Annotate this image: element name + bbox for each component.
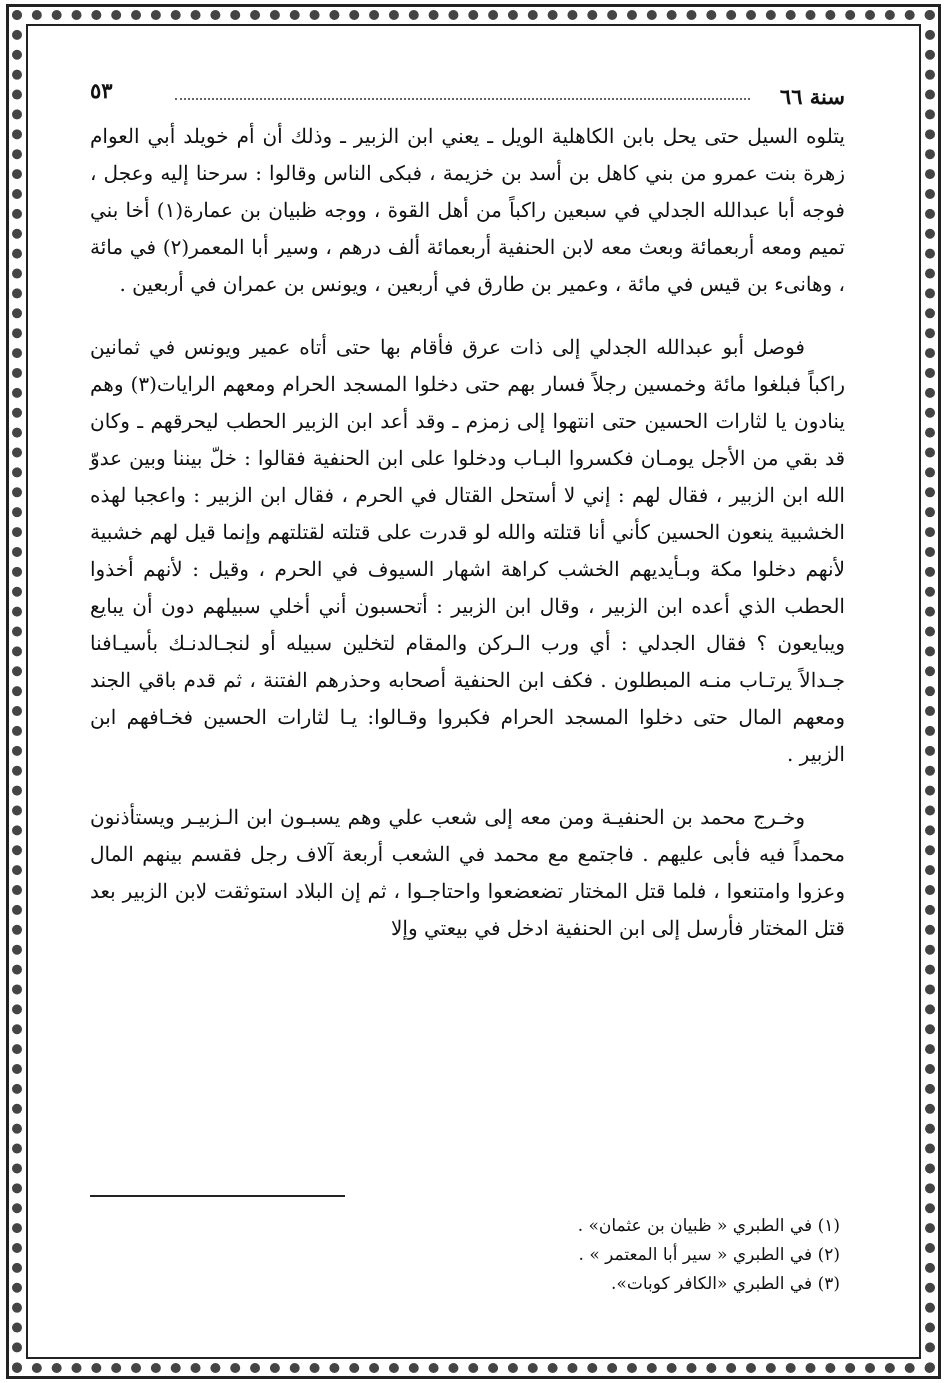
- footnotes: [340, 1212, 840, 1299]
- footnote-separator: [90, 1195, 345, 1197]
- page-number: ٥٣: [90, 78, 113, 103]
- footnote-3: (٣) في الطبري «الكافر كوبات».: [611, 1274, 840, 1294]
- running-header: [90, 78, 845, 118]
- page-content: [90, 78, 845, 973]
- paragraph-1: يتلوه السيل حتى يحل بابن الكاهلية الويل ـ يعني ابن الزبير ـ وذلك أن أم خويلد أبي العوام زهرة بنت عمرو من بني كاهل بن أسد بن خزيمة ، فبكى الناس وقالوا : سرحنا إليه وعجل ، فوجه أبا عبدالله الجدلي في سبعين راكباً من أهل القوة ، ووجه ظبيان بن عمارة(١) أخا بني تميم ومعه أربعمائة وبعث معه لابن الحنفية أربعمائة ألف درهم ، وسير أبا المعمر(٢) في مائة ، وهانىء بن قيس في مائة ، وعمير بن طارق في أربعين ، ويونس بن عمران في أربعين .: [90, 124, 846, 296]
- header-year-label: سنة ٦٦: [779, 84, 845, 109]
- paragraph-3: وخـرج محمد بن الحنفيـة ومن معه إلى شعب علي وهم يسبـون ابن الـزبيـر ويستأذنون محمداً فيه فأبى عليهم . فاجتمع مع محمد في الشعب أربعة آلاف رجل فقسم بينهم المال وعزوا وامتنعوا ، فلما قتل المختار تضعضعوا واحتاجـوا ، ثم إن البلاد استوثقت لابن الزبير بعد قتل المختار فأرسل إلى ابن الحنفية ادخل في بيعتي وإلا: [90, 805, 845, 940]
- header-dotted-leader: [175, 98, 750, 100]
- footnote-1: (١) في الطبري « ظبيان بن عثمان» .: [577, 1216, 840, 1236]
- paragraph-2: فوصل أبو عبدالله الجدلي إلى ذات عرق فأقام بها حتى أتاه عمير ويونس في ثمانين راكباً فبلغوا مائة وخمسين رجلاً فسار بهم حتى دخلوا المسجد الحرام ومعهم الرايات(٣) وهم ينادون يا لثارات الحسين حتى انتهوا إلى زمزم ـ وقد أعد ابن الزبير الحطب ليحرقهم ـ وكان قد بقي من الأجل يومـان فكسروا البـاب ودخلوا على ابن الحنفية فقالوا : خلّ بيننا وبين عدوّ الله ابن الزبير ، فقال لهم : إني لا أستحل القتال في الحرم ، فقال ابن الزبير : واعجبا لهذه الخشبية ينعون الحسين كأني أنا قتلته والله لو قدرت على قتلته لقتلتهم وإنما قيل لهم خشبية لأنهم دخلوا مكة وبـأيديهم الخشب كراهة اشهار السيوف في الحرم ، وقيل : لأنهم أخذوا الحطب الذي أعده ابن الزبير ، وقال ابن الزبير : أتحسبون أني أخلي سبيلهم دون أن يبايع ويبايعون ؟ فقال الجدلي : أي ورب الـركن والمقام لتخلين سبيله أو لنجـالدنـك بأسيـافنا جـدالاً يرتـاب منـه المبطلون . فكف ابن الحنفية أصحابه وحذرهم الفتنة ، ثم قدم باقي الجند ومعهم المال حتى دخلوا المسجد الحرام فكبروا وقـالوا: يـا لثارات الحسين فخـافهم ابن الزبير .: [90, 335, 845, 766]
- body-text: [90, 118, 845, 947]
- footnote-2: (٢) في الطبري « سير أبا المعتمر » .: [578, 1245, 840, 1265]
